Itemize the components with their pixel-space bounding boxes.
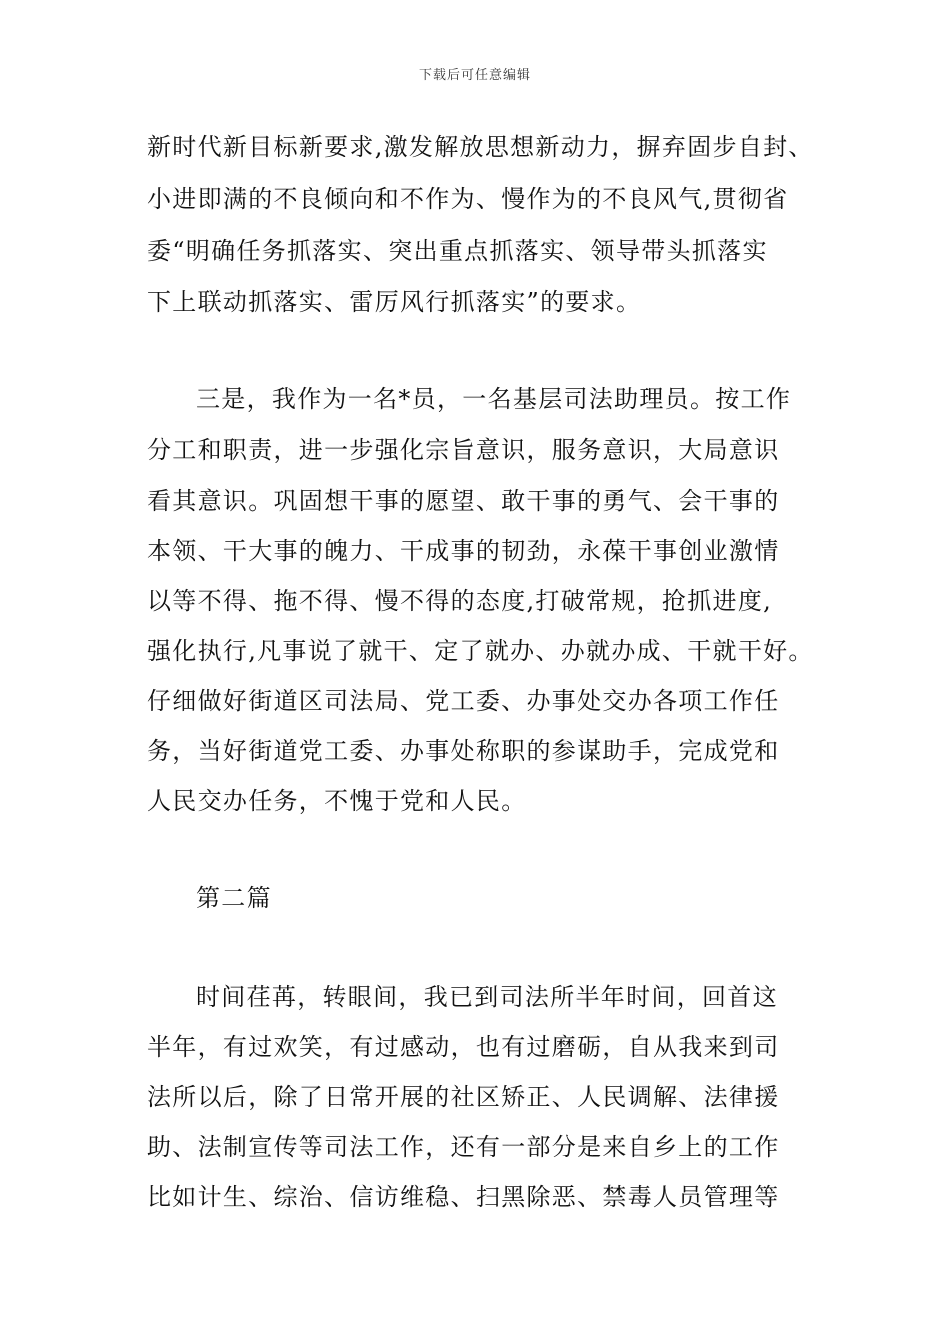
text-line: 时间荏苒，转眼间，我已到司法所半年时间，回首这 <box>196 983 778 1011</box>
text-line: 人民交办任务，不愧于党和人民。 <box>147 787 527 815</box>
text-line: 仔细做好街道区司法局、党工委、办事处交办各项工作任 <box>147 687 780 715</box>
text-line: 半年，有过欢笑，有过感动，也有过磨砺，自从我来到司 <box>147 1033 780 1061</box>
text-line: 比如计生、综治、信访维稳、扫黑除恶、禁毒人员管理等 <box>147 1183 780 1211</box>
text-line: 小进即满的不良倾向和不作为、慢作为的不良风气,贯彻省 <box>147 185 789 213</box>
text-line: 法所以后，除了日常开展的社区矫正、人民调解、法律援 <box>147 1083 780 1111</box>
text-line: 看其意识。巩固想干事的愿望、敢干事的勇气、会干事的 <box>147 487 780 515</box>
section-heading: 第二篇 <box>196 884 272 912</box>
text-line: 强化执行,凡事说了就干、定了就办、办就办成、干就干好。 <box>147 637 814 665</box>
text-line: 下上联动抓落实、雷厉风行抓落实”的要求。 <box>147 288 642 316</box>
page-header: 下载后可任意编辑 <box>418 68 531 83</box>
text-line: 以等不得、拖不得、慢不得的态度,打破常规，抢抓进度, <box>147 587 773 615</box>
text-line: 委“明确任务抓落实、突出重点抓落实、领导带头抓落实 <box>147 237 768 265</box>
text-line: 三是，我作为一名*员，一名基层司法助理员。按工作 <box>196 385 792 413</box>
text-line: 新时代新目标新要求,激发解放思想新动力，摒弃固步自封、 <box>147 133 814 161</box>
text-line: 分工和职责，进一步强化宗旨意识，服务意识，大局意识 <box>147 436 780 464</box>
text-line: 助、法制宣传等司法工作，还有一部分是来自乡上的工作 <box>147 1133 780 1161</box>
text-line: 务，当好街道党工委、办事处称职的参谋助手，完成党和 <box>147 737 780 765</box>
text-line: 本领、干大事的魄力、干成事的韧劲，永葆干事创业激情 <box>147 537 780 565</box>
